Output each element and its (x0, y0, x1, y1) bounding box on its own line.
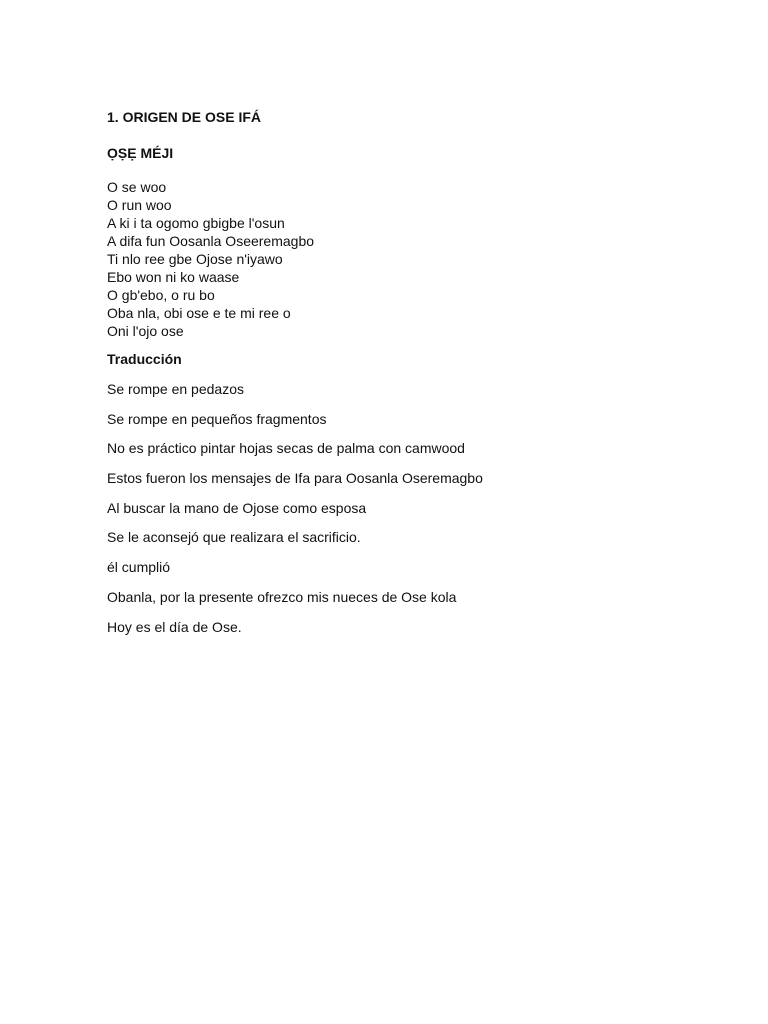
translation-line: Se le aconsejó que realizara el sacrificio. (107, 529, 361, 546)
translation-line: Se rompe en pequeños fragmentos (107, 410, 327, 427)
verse-line: Oni l'ojo ose (107, 323, 184, 339)
translation-title: Traducción (107, 351, 182, 367)
translation-line: No es práctico pintar hojas secas de palma con camwood (107, 440, 465, 457)
translation-line: Estos fueron los mensajes de Ifa para Oosanla Oseremagbo (107, 470, 483, 487)
verse-line: Ti nlo ree gbe Ojose n'iyawo (107, 251, 283, 267)
translation-line: Hoy es el día de Ose. (107, 618, 242, 635)
verse-line: Ebo won ni ko waase (107, 269, 240, 285)
translation-lines (107, 380, 727, 636)
translation-line: Obanla, por la presente ofrezco mis nueces de Ose kola (107, 588, 457, 605)
document-page (107, 108, 727, 647)
translation-line: él cumplió (107, 559, 171, 576)
verse-line: O run woo (107, 197, 172, 213)
verse-line: O se woo (107, 179, 167, 195)
verse-line: A ki i ta ogomo gbigbe l'osun (107, 215, 285, 231)
verse-line: Oba nla, obi ose e te mi ree o (107, 305, 291, 321)
translation-line: Se rompe en pedazos (107, 381, 244, 397)
document-title: 1. ORIGEN DE OSE IFÁ (107, 109, 262, 125)
verse-line: A difa fun Oosanla Oseeremagbo (107, 233, 315, 249)
verse-line: O gb'ebo, o ru bo (107, 287, 215, 303)
translation-line: Al buscar la mano de Ojose como esposa (107, 499, 367, 516)
section-title: ỌṢẸ MÉJI (107, 145, 174, 161)
verse-lines (107, 178, 727, 340)
